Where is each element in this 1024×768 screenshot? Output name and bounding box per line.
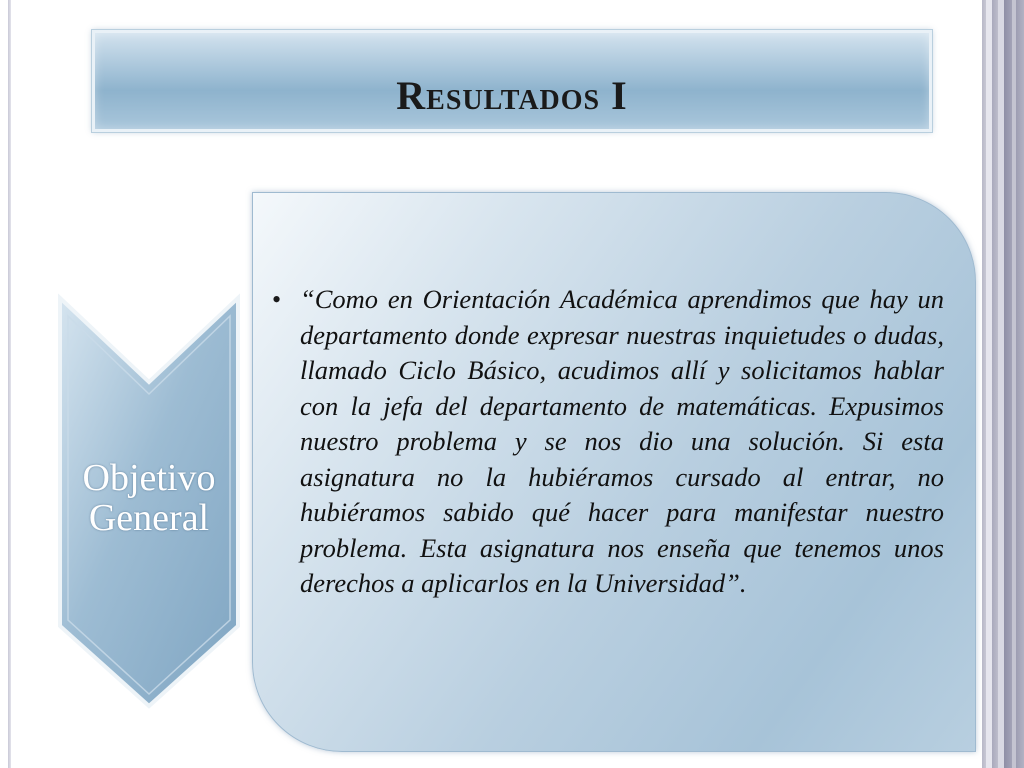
slide-title: Resultados I	[396, 73, 628, 118]
chevron-label	[56, 458, 242, 538]
quote-bullet-item	[272, 282, 944, 602]
quote-text: “Como en Orientación Académica aprendimos que hay un departamento donde expresar nuestras inquietudes o dudas, llamado Ciclo Básico, acudimos allí y solicitamos hablar con la jefa del departamento de matemáticas. Expusimos nuestro problema y se nos dio una solución. Si esta asignatura no la hubiéramos cursado al entrar, no hubiéramos sabido qué hacer para manifestar nuestro problema. Esta asignatura nos enseña que tenemos unos derechos a aplicarlos en la Universidad”.	[300, 284, 944, 598]
bullet-icon: •	[272, 285, 282, 314]
chevron-label-line2: General	[88, 497, 210, 539]
chevron-label-line1: Objetivo	[82, 457, 216, 499]
